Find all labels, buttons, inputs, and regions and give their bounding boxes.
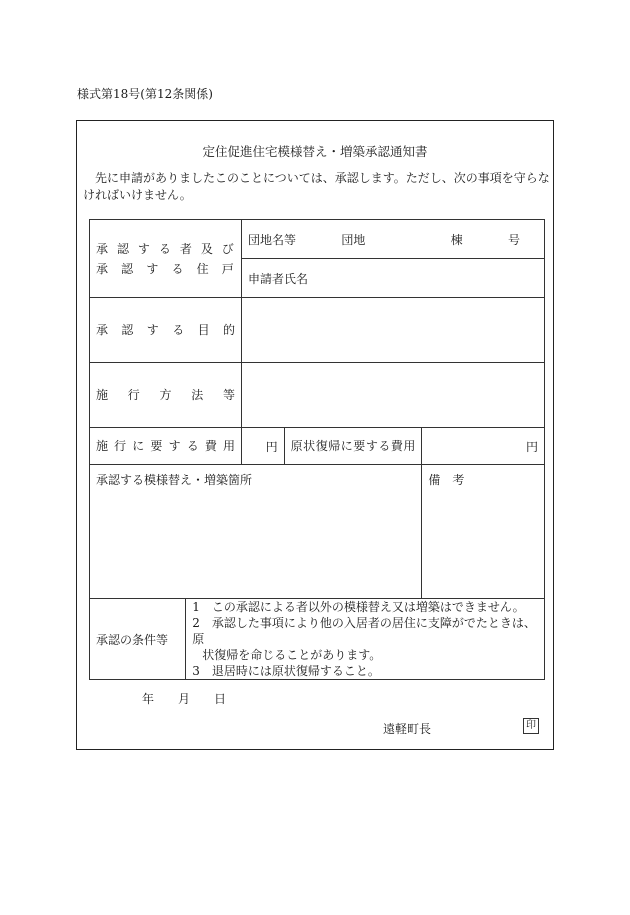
unit-label: 号 bbox=[507, 232, 520, 247]
method-label: 施行方法等 bbox=[96, 388, 235, 402]
restore-cost-value bbox=[422, 428, 545, 465]
method-value bbox=[242, 363, 545, 428]
document-title: 定住促進住宅模様替え・増築承認通知書 bbox=[202, 144, 428, 159]
cost-value bbox=[242, 428, 285, 465]
location-label: 承認する模様替え・増築箇所 bbox=[96, 473, 253, 487]
form-number: 様式第18号(第12条関係) bbox=[77, 87, 213, 101]
danchi-name-label: 団地名等 bbox=[248, 232, 297, 247]
condition-3: 3 退居時には原状復帰すること。 bbox=[192, 664, 380, 678]
applicant-label-line-2: 承認する住戸 bbox=[96, 261, 235, 276]
location-cell bbox=[90, 465, 422, 599]
applicant-name-cell bbox=[242, 259, 545, 298]
method-label-cell bbox=[90, 363, 242, 428]
conditions-cell bbox=[186, 599, 545, 680]
conditions-label-cell bbox=[90, 599, 186, 680]
applicant-name-label: 申請者氏名 bbox=[248, 271, 309, 286]
date-line: 年 月 日 bbox=[142, 692, 227, 706]
danchi-row bbox=[248, 231, 538, 248]
purpose-label-cell bbox=[90, 298, 242, 363]
yen-1: 円 bbox=[265, 439, 278, 454]
intro-text bbox=[83, 170, 553, 204]
condition-1: 1 この承認による者以外の模様替え又は増築はできません。 bbox=[192, 600, 525, 614]
yen-2: 円 bbox=[525, 439, 538, 454]
remarks-label: 備 考 bbox=[428, 473, 465, 487]
intro-body: 先に申請がありましたこのことについては、承認します。ただし、次の事項を守らなければいけません。 bbox=[83, 171, 550, 202]
condition-2-cont: 状復帰を命じることがあります。 bbox=[202, 648, 382, 662]
cost-label-cell bbox=[90, 428, 242, 465]
building-label: 棟 bbox=[450, 232, 463, 247]
cost-label: 施行に要する費用 bbox=[96, 439, 235, 453]
applicant-label-line-1: 承認する者及び bbox=[96, 241, 235, 256]
remarks-cell bbox=[422, 465, 545, 599]
conditions-label: 承認の条件等 bbox=[96, 632, 169, 647]
danchi-cell bbox=[242, 220, 545, 259]
applicant-label-cell bbox=[90, 220, 242, 298]
restore-cost-label: 原状復帰に要する費用 bbox=[290, 439, 416, 453]
mayor-title: 遠軽町長 bbox=[383, 722, 432, 736]
restore-cost-label-cell bbox=[284, 428, 422, 465]
seal-mark: 印 bbox=[523, 718, 539, 734]
danchi-label: 団地 bbox=[341, 232, 366, 247]
condition-2: 2 承認した事項により他の入居者の居住に支障がでたときは、原 bbox=[192, 616, 536, 646]
purpose-label: 承認する目的 bbox=[96, 323, 235, 337]
purpose-value bbox=[242, 298, 545, 363]
approval-table bbox=[89, 219, 545, 680]
